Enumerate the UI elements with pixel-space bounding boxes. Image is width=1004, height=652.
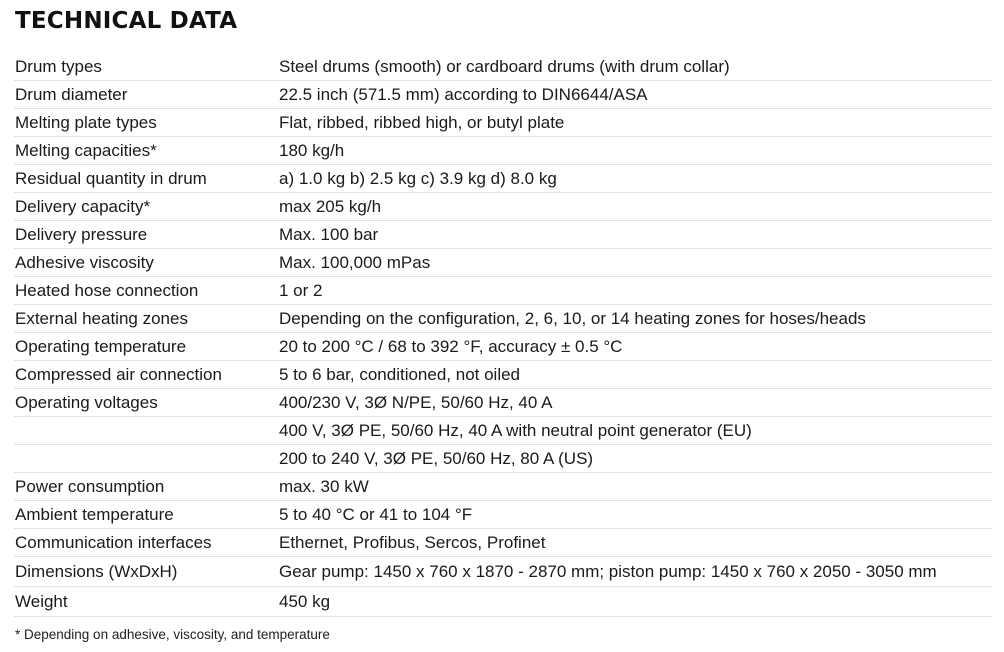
row-value: max. 30 kW <box>279 476 369 496</box>
table-row <box>14 529 992 557</box>
row-value: 1 or 2 <box>279 280 323 300</box>
table-row <box>14 389 992 417</box>
table-row <box>14 417 992 445</box>
row-value: Max. 100,000 mPas <box>279 252 431 272</box>
row-label: Ambient temperature <box>15 504 174 524</box>
row-value: 400 V, 3Ø PE, 50/60 Hz, 40 A with neutral point generator (EU) <box>279 420 752 440</box>
row-value: max 205 kg/h <box>279 196 382 216</box>
table-row <box>14 501 992 529</box>
row-value: 200 to 240 V, 3Ø PE, 50/60 Hz, 80 A (US) <box>279 448 594 468</box>
row-value: Gear pump: 1450 x 760 x 1870 - 2870 mm; piston pump: 1450 x 760 x 2050 - 3050 mm <box>279 561 937 581</box>
table-row <box>14 137 992 165</box>
row-label: Power consumption <box>15 476 165 496</box>
row-label: Drum types <box>15 56 102 76</box>
table-row <box>14 193 992 221</box>
table-row <box>14 473 992 501</box>
row-value: Max. 100 bar <box>279 224 379 244</box>
row-label: Compressed air connection <box>15 364 222 384</box>
table-row <box>14 557 992 587</box>
row-label: Adhesive viscosity <box>15 252 154 272</box>
row-value: Depending on the configuration, 2, 6, 10, or 14 heating zones for hoses/heads <box>279 308 866 328</box>
table-row <box>14 445 992 473</box>
row-value: Steel drums (smooth) or cardboard drums (with drum collar) <box>279 56 730 76</box>
row-value: 20 to 200 °C / 68 to 392 °F, accuracy ± 0.5 °C <box>279 336 623 356</box>
row-label: Operating voltages <box>15 392 158 412</box>
technical-data-table <box>14 53 992 617</box>
row-value: 22.5 inch (571.5 mm) according to DIN6644/ASA <box>279 84 648 104</box>
row-value: 400/230 V, 3Ø N/PE, 50/60 Hz, 40 A <box>279 392 553 412</box>
table-row <box>14 277 992 305</box>
table-row <box>14 53 992 81</box>
row-value: 180 kg/h <box>279 140 345 160</box>
row-value: 5 to 6 bar, conditioned, not oiled <box>279 364 521 384</box>
table-row <box>14 361 992 389</box>
row-label: Heated hose connection <box>15 280 199 300</box>
row-value: Flat, ribbed, ribbed high, or butyl plate <box>279 112 565 132</box>
row-label: Drum diameter <box>15 84 128 104</box>
table-row <box>14 109 992 137</box>
row-value: a) 1.0 kg b) 2.5 kg c) 3.9 kg d) 8.0 kg <box>279 168 557 188</box>
table-row <box>14 249 992 277</box>
footnote: * Depending on adhesive, viscosity, and temperature <box>15 627 330 642</box>
row-label: External heating zones <box>15 308 188 328</box>
row-label: Delivery pressure <box>15 224 148 244</box>
row-label: Melting plate types <box>15 112 157 132</box>
row-value: 450 kg <box>279 591 331 611</box>
table-row <box>14 333 992 361</box>
row-label: Communication interfaces <box>15 532 212 552</box>
table-row <box>14 305 992 333</box>
row-label: Residual quantity in drum <box>15 168 207 188</box>
row-label: Weight <box>15 591 68 611</box>
row-value: 5 to 40 °C or 41 to 104 °F <box>279 504 473 524</box>
table-row <box>14 221 992 249</box>
table-row <box>14 587 992 617</box>
row-label: Melting capacities* <box>15 140 157 160</box>
page-title: TECHNICAL DATA <box>15 8 238 34</box>
row-label: Operating temperature <box>15 336 187 356</box>
row-label: Dimensions (WxDxH) <box>15 561 178 581</box>
table-row <box>14 165 992 193</box>
row-value: Ethernet, Profibus, Sercos, Profinet <box>279 532 546 552</box>
table-row <box>14 81 992 109</box>
row-label: Delivery capacity* <box>15 196 151 216</box>
